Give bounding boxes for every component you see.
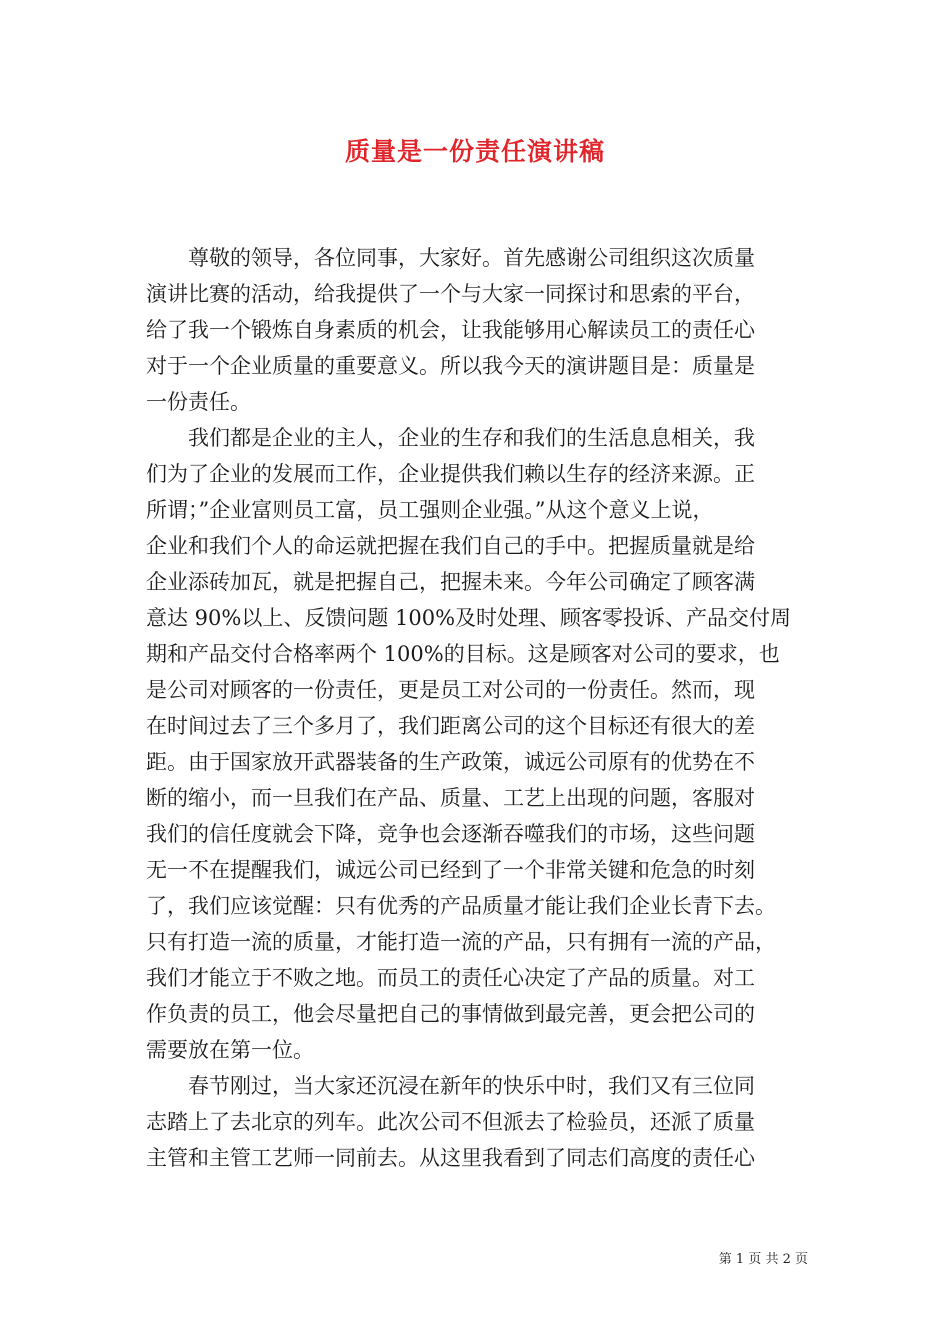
document-title: 质量是一份责任演讲稿 [344, 137, 605, 166]
text-line: 春节刚过，当大家还沉浸在新年的快乐中时，我们又有三位同 [188, 1074, 755, 1098]
text-line: 是公司对顾客的一份责任，更是员工对公司的一份责任。然而，现 [146, 678, 755, 702]
text-line: 期和产品交付合格率两个 100%的目标。这是顾客对公司的要求，也 [146, 642, 780, 666]
text-line: 主管和主管工艺师一同前去。从这里我看到了同志们高度的责任心 [146, 1146, 755, 1170]
text-line: 在时间过去了三个多月了，我们距离公司的这个目标还有很大的差 [146, 714, 755, 738]
text-line: 我们的信任度就会下降，竞争也会逐渐吞噬我们的市场，这些问题 [146, 822, 755, 846]
text-line: 了，我们应该觉醒：只有优秀的产品质量才能让我们企业长青下去。 [146, 894, 776, 918]
text-line: 距。由于国家放开武器装备的生产政策，诚远公司原有的优势在不 [146, 750, 755, 774]
text-line: 断的缩小，而一旦我们在产品、质量、工艺上出现的问题，客服对 [146, 786, 755, 810]
text-line: 对于一个企业质量的重要意义。所以我今天的演讲题目是：质量是 [146, 354, 755, 378]
text-line: 意达 90%以上、反馈问题 100%及时处理、顾客零投诉、产品交付周 [146, 606, 792, 630]
text-line: 企业添砖加瓦，就是把握自己，把握未来。今年公司确定了顾客满 [146, 570, 755, 594]
text-line: 无一不在提醒我们，诚远公司已经到了一个非常关键和危急的时刻 [146, 858, 755, 882]
text-line: 尊敬的领导，各位同事，大家好。首先感谢公司组织这次质量 [188, 246, 755, 270]
text-line: 所谓；”企业富则员工富，员工强则企业强。”从这个意义上说， [146, 498, 714, 522]
text-line: 企业和我们个人的命运就把握在我们自己的手中。把握质量就是给 [146, 534, 755, 558]
text-line: 演讲比赛的活动，给我提供了一个与大家一同探讨和思索的平台， [146, 282, 755, 306]
document-body [146, 240, 812, 1176]
text-line: 只有打造一流的质量，才能打造一流的产品，只有拥有一流的产品， [146, 930, 776, 954]
text-line: 我们都是企业的主人，企业的生存和我们的生活息息相关，我 [188, 426, 755, 450]
text-line: 作负责的员工，他会尽量把自己的事情做到最完善，更会把公司的 [146, 1002, 755, 1026]
page-footer: 第 1 页 共 2 页 [718, 1252, 808, 1267]
text-line: 需要放在第一位。 [146, 1038, 314, 1062]
text-line: 一份责任。 [146, 390, 251, 414]
text-line: 志踏上了去北京的列车。此次公司不但派去了检验员，还派了质量 [146, 1110, 755, 1134]
text-line: 我们才能立于不败之地。而员工的责任心决定了产品的质量。对工 [146, 966, 755, 990]
text-line: 给了我一个锻炼自身素质的机会，让我能够用心解读员工的责任心 [146, 318, 755, 342]
text-line: 们为了企业的发展而工作，企业提供我们赖以生存的经济来源。正 [146, 462, 755, 486]
